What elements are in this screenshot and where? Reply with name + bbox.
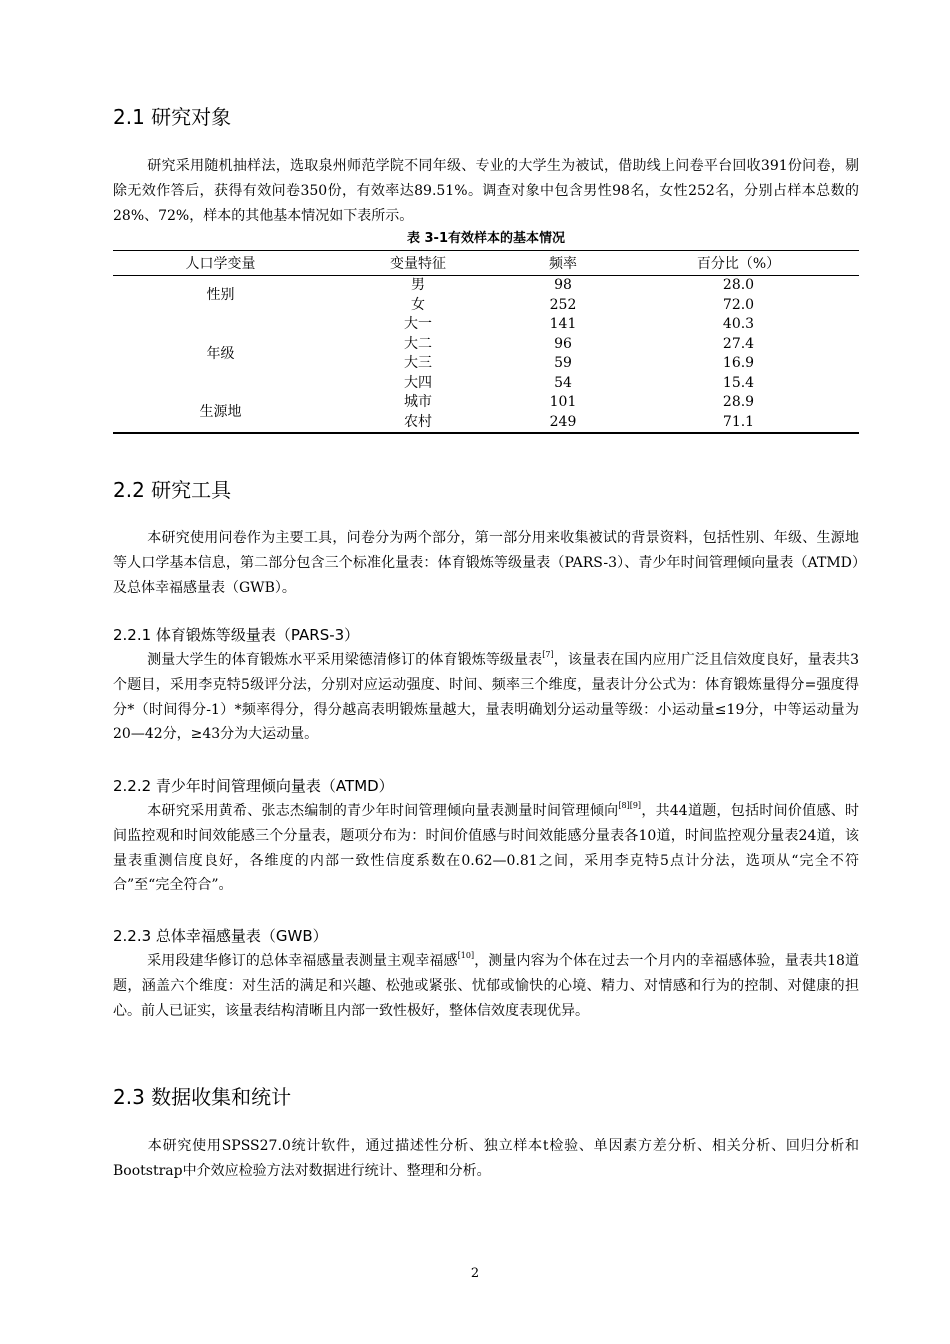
table-cell: 40.3 [722,316,755,333]
section-2-2-1-heading: 2.2.1 体育锻炼等级量表（PARS-3） [113,626,360,644]
section-2-2-3-paragraph: 采用段建华修订的总体幸福感量表测量主观幸福感[10]，测量内容为个体在过去一个月内的幸福感体验，量表共18道题，涵盖六个维度：对生活的满足和兴趣、松弛或紧张、忧郁或愉快的心境、精力、对情感和行为的控制、对健康的担心。前人已证实，该量表结构清晰且内部一致性极好，整体信效度表现优异。 [113,951,859,1019]
page-number: 2 [470,1266,480,1281]
table-row [113,315,859,335]
table-cell: 男 [411,277,425,294]
table-row [113,393,859,413]
section-2-3-heading: 2.3 数据收集和统计 [113,1085,292,1109]
section-2-2-2-paragraph: 本研究采用黄希、张志杰编制的青少年时间管理倾向量表测量时间管理倾向[8][9]，共44道题，包括时间价值感、时间监控观和时间效能感三个分量表，题项分布为：时间价值感与时间效能感分量表各10道，时间监控观分量表24道，该量表重测信度良好，各维度的内部一致性信度系数在0.62—0.81之间，采用李克特5点计分法，选项从“完全不符合”至“完全符合”。 [113,801,859,894]
table-cell: 27.4 [722,335,755,352]
section-2-3-paragraph: 本研究使用SPSS27.0统计软件，通过描述性分析、独立样本t检验、单因素方差分析、相关分析、回归分析和Bootstrap中介效应检验方法对数据进行统计、整理和分析。 [113,1138,859,1179]
section-2-2-heading: 2.2 研究工具 [113,478,232,502]
section-2-1-heading: 2.1 研究对象 [113,105,232,129]
table-cell: 16.9 [722,355,755,372]
section-2-2-3-heading: 2.2.3 总体幸福感量表（GWB） [113,927,328,945]
table-cell: 252 [549,296,577,313]
table-group-cell: 年级 [206,345,235,362]
sample-table [113,250,859,434]
table-cell: 大三 [404,355,432,372]
citation: [8][9] [618,801,642,810]
table-cell: 城市 [404,394,432,411]
table-cell: 96 [554,335,572,352]
table-header-row [113,251,859,276]
table-caption: 表 3-1有效样本的基本情况 [406,231,565,246]
section-2-2-1-paragraph: 测量大学生的体育锻炼水平采用梁德清修订的体育锻炼等级量表[7]，该量表在国内应用广泛且信效度良好，量表共3个题目，采用李克特5级评分法，分别对应运动强度、时间、频率三个维度，量表计分公式为：体育锻炼量得分=强度得分*（时间得分-1）*频率得分，得分越高表明锻炼量越大，量表明确划分运动量等级：小运动量≤19分，中等运动量为20—42分，≥43分为大运动量。 [113,650,860,743]
table-group-cell: 性别 [206,287,235,303]
table-cell: 28.9 [722,394,755,411]
table-row [113,276,859,296]
table-cell: 大一 [404,316,432,333]
table-cell: 101 [549,394,577,411]
table-cell: 大四 [404,374,432,391]
table-cell: 72.0 [722,296,755,313]
section-2-2-paragraph: 本研究使用问卷作为主要工具，问卷分为两个部分，第一部分用来收集被试的背景资料，包括性别、年级、生源地等人口学基本信息，第二部分包含三个标准化量表：体育锻炼等级量表（PARS-3）、青少年时间管理倾向量表（ATMD）及总体幸福感量表（GWB）。 [113,530,859,596]
citation: [10] [457,951,475,960]
table-header-cell: 百分比（%） [618,251,859,276]
table-cell: 大二 [404,335,432,352]
table-header-cell: 频率 [508,251,618,276]
table-cell: 141 [549,316,577,333]
table-cell: 71.1 [618,413,859,434]
table-cell: 249 [508,413,618,434]
table-group-cell: 生源地 [113,393,328,433]
section-2-1-paragraph: 研究采用随机抽样法，选取泉州师范学院不同年级、专业的大学生为被试，借助线上问卷平台回收391份问卷，剔除无效作答后，获得有效问卷350份，有效率达89.51%。调查对象中包含男性98名，女性252名，分别占样本总数的28%、72%，样本的其他基本情况如下表所示。 [113,158,859,224]
table-cell: 54 [554,374,572,391]
table-cell: 28.0 [722,277,755,294]
table-cell: 农村 [328,413,508,434]
citation: [7] [542,650,554,659]
table-cell: 59 [554,355,572,372]
table-header-cell: 人口学变量 [113,251,328,276]
table-cell: 女 [411,296,425,313]
table-cell: 98 [554,277,572,294]
table-cell: 15.4 [722,374,755,391]
section-2-2-2-heading: 2.2.2 青少年时间管理倾向量表（ATMD） [113,777,394,795]
table-header-cell: 变量特征 [328,251,508,276]
